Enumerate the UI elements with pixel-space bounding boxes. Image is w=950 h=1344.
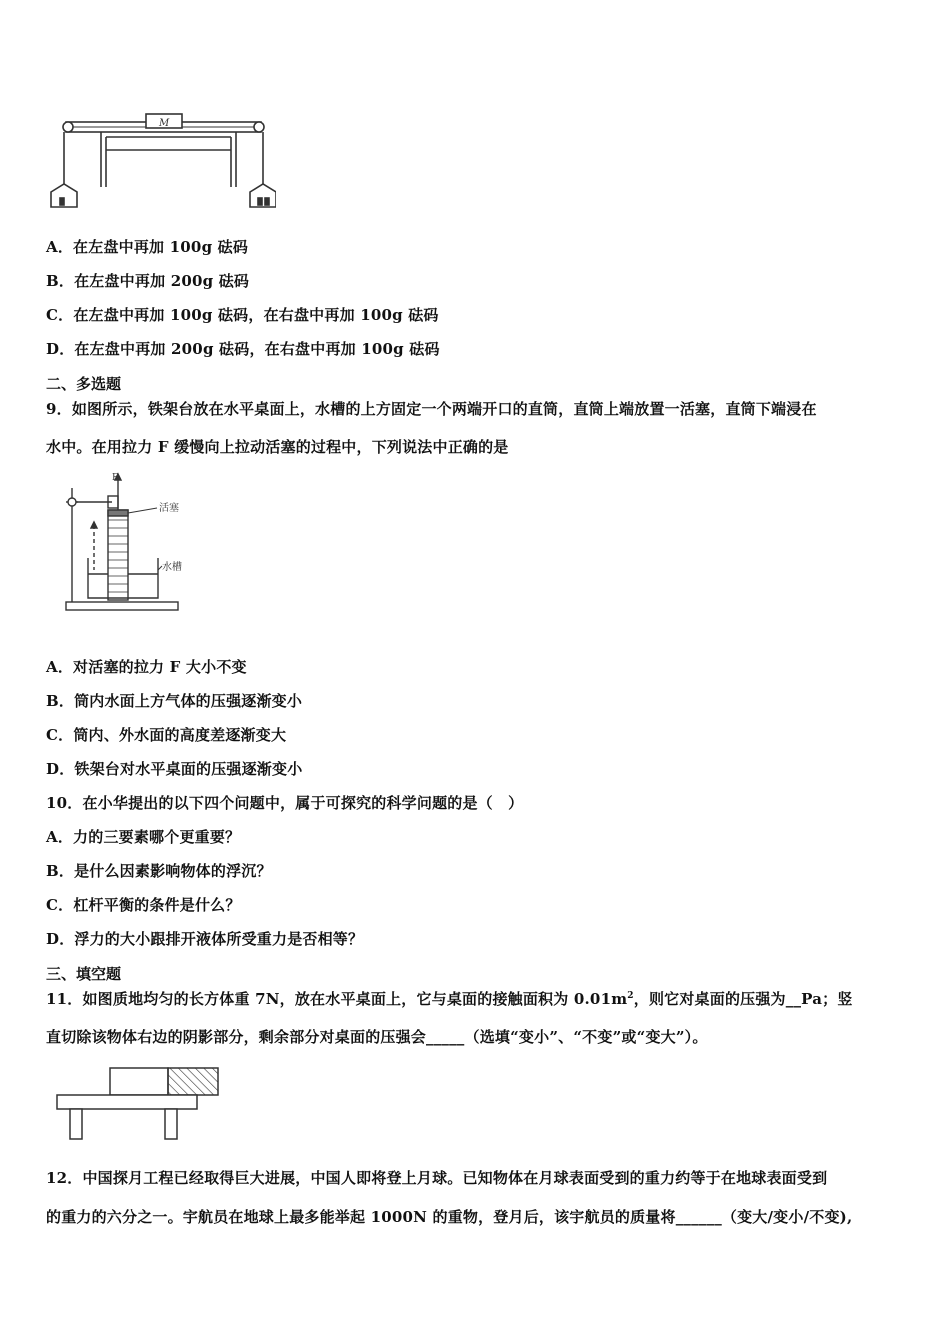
q10-option-a: A．力的三要素哪个更重要？ — [46, 828, 241, 846]
q9-option-a: A．对活塞的拉力 F 大小不变 — [46, 658, 247, 676]
q8-option-c: C．在左盘中再加 100g 砝码，在右盘中再加 100g 砝码 — [46, 306, 439, 324]
q10-option-c: C．杠杆平衡的条件是什么？ — [46, 896, 241, 914]
block-table-figure — [55, 1064, 225, 1142]
balance-figure — [46, 112, 276, 212]
q11-stem-line2: 直切除该物体右边的阴影部分，剩余部分对桌面的压强会_____（选填“变小”、“不变”或“变大”）。 — [46, 1028, 708, 1046]
apparatus-figure — [62, 470, 202, 615]
q9-stem-line2: 水中。在用拉力 F 缓慢向上拉动活塞的过程中，下列说法中正确的是 — [46, 438, 509, 456]
q9-stem-line1: 9．如图所示，铁架台放在水平桌面上，水槽的上方固定一个两端开口的直筒，直筒上端放置一活塞，直筒下端浸在 — [46, 400, 817, 418]
mass-label: M — [159, 118, 170, 129]
q12-stem-line1: 12．中国探月工程已经取得巨大进展，中国人即将登上月球。已知物体在月球表面受到的重力约等于在地球表面受到 — [46, 1169, 828, 1187]
piston-label: 活塞 — [159, 503, 179, 514]
q9-option-b: B．筒内水面上方气体的压强逐渐变小 — [46, 692, 303, 710]
q9-option-c: C．筒内、外水面的高度差逐渐变大 — [46, 726, 287, 744]
q10-stem: 10．在小华提出的以下四个问题中，属于可探究的科学问题的是（ ） — [46, 794, 524, 812]
q10-option-b: B．是什么因素影响物体的浮沉？ — [46, 862, 272, 880]
tank-label: 水槽 — [162, 562, 182, 573]
q11-stem-line1: 11．如图质地均匀的长方体重 7N，放在水平桌面上，它与桌面的接触面积为 $0.01m^2$，则它对桌面的压强为__Pa；竖 — [46, 990, 853, 1008]
q8-option-a: A．在左盘中再加 100g 砝码 — [46, 238, 249, 256]
force-label: F — [112, 473, 119, 483]
q9-option-d: D．铁架台对水平桌面的压强逐渐变小 — [46, 760, 303, 778]
section-fill-blank: 三、填空题 — [46, 965, 122, 983]
q8-option-b: B．在左盘中再加 200g 砝码 — [46, 272, 250, 290]
q8-option-d: D．在左盘中再加 200g 砝码，在右盘中再加 100g 砝码 — [46, 340, 440, 358]
q10-option-d: D．浮力的大小跟排开液体所受重力是否相等？ — [46, 930, 364, 948]
q12-stem-line2: 的重力的六分之一。宇航员在地球上最多能举起 1000N 的重物，登月后，该宇航员的质量将______（变大/变小/不变), — [46, 1208, 853, 1226]
section-multi-choice: 二、多选题 — [46, 375, 122, 393]
